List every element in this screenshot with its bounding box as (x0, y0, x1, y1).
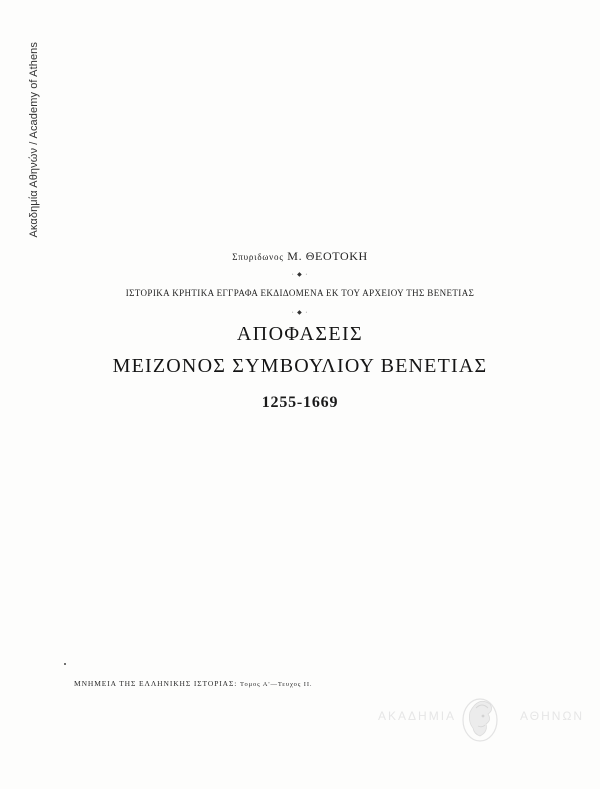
main-title-line-2: ΜΕΙΖΟΝΟΣ ΣΥΜΒΟΥΛΙΟΥ ΒΕΝΕΤΙΑΣ (112, 355, 488, 377)
ornament-divider-top: · ◆ · (291, 272, 309, 278)
stamp-word-2: ΑΘΗΝΩΝ (520, 709, 585, 723)
date-range: 1255-1669 (261, 394, 339, 411)
speck-mark (64, 663, 66, 665)
author-line (0, 249, 600, 264)
author-prefix: Σπυριδωνος (232, 252, 284, 262)
series-subtitle: ΙΣΤΟΡΙΚΑ ΚΡΗΤΙΚΑ ΕΓΓΡΑΦΑ ΕΚΔΙΔΟΜΕΝΑ ΕΚ ΤΟΥ ΑΡΧΕΙΟΥ ΤΗΣ ΒΕΝΕΤΙΑΣ (125, 288, 475, 298)
author-name: Μ. ΘΕΟΤΟΚΗ (287, 249, 368, 263)
footer-series-line (74, 679, 312, 688)
side-watermark-text: Ακαδημία Αθηνών / Academy of Athens (28, 42, 40, 238)
stamp-word-1: ΑΚΑΔΗΜΙΑ (378, 709, 457, 723)
main-title-line-1: ΑΠΟΦΑΣΕΙΣ (236, 323, 364, 345)
athena-seal-icon (458, 690, 502, 744)
ornament-divider-bottom: · ◆ · (291, 310, 309, 316)
footer-series-name: ΜΝΗΜΕΙΑ ΤΗΣ ΕΛΛΗΝΙΚΗΣ ΙΣΤΟΡΙΑΣ: (74, 679, 238, 688)
footer-volume: Τομος Α'—Τευχος ΙΙ. (240, 681, 313, 688)
